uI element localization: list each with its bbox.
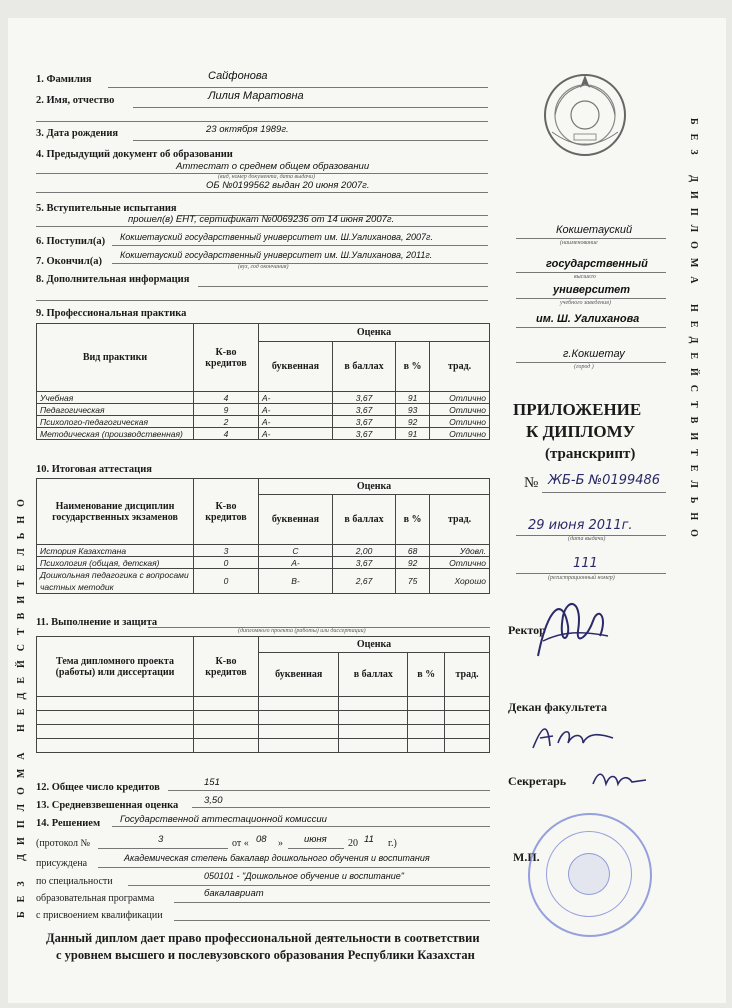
cell: 0: [194, 557, 259, 569]
thesis-table: [36, 636, 490, 753]
university-line-1: Кокшетауский: [556, 224, 633, 236]
awarded-value: Академическая степень бакалавр дошкольного обучения и воспитания: [124, 853, 430, 863]
protocol-mid: »: [278, 838, 283, 849]
cell: 0: [194, 569, 259, 594]
cell: Методическая (производственная): [37, 428, 194, 440]
title-line-1: ПРИЛОЖЕНИЕ: [513, 400, 642, 419]
program-value: бакалавриат: [204, 888, 264, 899]
attestation-col-credits: К-во кредитов: [194, 479, 259, 545]
university-seal-icon: [528, 813, 652, 937]
total-credits-label: 12. Общее число кредитов: [36, 782, 160, 793]
cell: 75: [396, 569, 430, 594]
protocol-number: 3: [158, 834, 164, 845]
practice-table: [36, 323, 490, 440]
city-hint: (город ): [574, 364, 594, 370]
cell: Отлично: [430, 404, 490, 416]
birthdate-label: 3. Дата рождения: [36, 128, 119, 139]
thesis-col-credits: К-во кредитов: [194, 637, 259, 697]
cell: 91: [396, 428, 430, 440]
transcript-sheet: [8, 18, 726, 1003]
cell: Отлично: [430, 428, 490, 440]
cell: Хорошо: [430, 569, 490, 594]
seal-place-label: М.П.: [513, 850, 540, 864]
cell: 4: [194, 428, 259, 440]
table-row: [37, 739, 490, 753]
thesis-col-topic: Тема дипломного проекта (работы) или диссертации: [37, 637, 194, 697]
title-line-3: (транскрипт): [545, 446, 636, 462]
practice-col-points: в баллах: [332, 342, 395, 392]
state-emblem-icon: [540, 70, 630, 160]
practice-col-trad: трад.: [430, 342, 490, 392]
number-label: №: [524, 475, 539, 491]
graduated-hint: (вуз, год окончания): [238, 264, 289, 270]
university-hint-1: (наименование: [560, 240, 598, 246]
thesis-label: 11. Выполнение и защита: [36, 617, 158, 628]
cell: 9: [194, 404, 259, 416]
protocol-from: от «: [232, 838, 249, 849]
total-credits-value: 151: [204, 777, 220, 788]
table-row: [37, 545, 490, 557]
cell: C: [259, 545, 333, 557]
program-label: образовательная программа: [36, 893, 155, 904]
cell: B-: [259, 569, 333, 594]
weighted-grade-label: 13. Средневзвешенная оценка: [36, 800, 179, 811]
graduated-value: Кокшетауский государственный университет им. Ш.Уалиханова, 2011г.: [120, 250, 433, 260]
protocol-year-prefix: 20: [348, 838, 358, 849]
table-row: [37, 725, 490, 739]
cell: 91: [396, 392, 430, 404]
cell: Дошкольная педагогика с вопросами частных методик: [37, 569, 194, 594]
prev-doc-value-1: Аттестат о среднем общем образовании: [176, 161, 370, 172]
university-line-3: университет: [553, 284, 631, 296]
birthdate-value: 23 октября 1989г.: [206, 124, 289, 135]
table-row: [37, 392, 490, 404]
protocol-year-suffix: г.): [388, 838, 397, 849]
cell: A-: [259, 416, 333, 428]
cell: Психология (общая, детская): [37, 557, 194, 569]
footer-line-2: с уровнем высшего и послевузовского образования Республики Казахстан: [56, 948, 475, 962]
decision-label: 14. Решением: [36, 818, 101, 829]
thesis-col-grade: Оценка: [259, 637, 490, 653]
cell: История Казахстана: [37, 545, 194, 557]
attestation-col-trad: трад.: [430, 495, 490, 545]
title-line-2: К ДИПЛОМУ: [526, 422, 636, 441]
prev-doc-hint: (вид, номер документа, дата выдачи): [218, 174, 316, 180]
cell: 3,67: [332, 416, 395, 428]
university-line-2: государственный: [546, 258, 648, 270]
surname-label: 1. Фамилия: [36, 74, 92, 85]
specialty-label: по специальности: [36, 876, 113, 887]
specialty-value: 050101 - "Дошкольное обучение и воспитание": [204, 871, 404, 881]
table-row: [37, 416, 490, 428]
dean-signature-icon: [528, 718, 618, 753]
cell: 93: [396, 404, 430, 416]
practice-col-credits: К-во кредитов: [194, 324, 259, 392]
city-value: г.Кокшетау: [563, 348, 625, 360]
table-row: [37, 569, 490, 594]
attestation-col-points: в баллах: [332, 495, 395, 545]
cell: 92: [396, 416, 430, 428]
attestation-label: 10. Итоговая аттестация: [36, 464, 152, 475]
thesis-col-percent: в %: [408, 653, 445, 697]
side-text-right: БЕЗ ДИПЛОМА НЕДЕЙСТВИТЕЛЬНО: [688, 118, 699, 546]
entrance-label: 5. Вступительные испытания: [36, 203, 177, 214]
cell: 3: [194, 545, 259, 557]
protocol-prefix: (протокол №: [36, 838, 91, 849]
cell: 2,67: [332, 569, 395, 594]
cell: Отлично: [430, 392, 490, 404]
table-row: [37, 557, 490, 569]
cell: 2,00: [332, 545, 395, 557]
university-line-4: им. Ш. Уалиханова: [536, 313, 640, 325]
issue-date-hint: (дата выдачи): [568, 536, 606, 542]
cell: 68: [396, 545, 430, 557]
cell: Отлично: [430, 557, 490, 569]
attestation-col-percent: в %: [396, 495, 430, 545]
cell: Педагогическая: [37, 404, 194, 416]
name-value: Лилия Маратовна: [208, 90, 304, 102]
secretary-signature-icon: [588, 766, 648, 791]
additional-info-label: 8. Дополнительная информация: [36, 274, 190, 285]
prev-doc-label: 4. Предыдущий документ об образовании: [36, 149, 233, 160]
cell: A-: [259, 557, 333, 569]
cell: 4: [194, 392, 259, 404]
cell: Учебная: [37, 392, 194, 404]
enrolled-label: 6. Поступил(а): [36, 236, 106, 247]
cell: 3,67: [332, 557, 395, 569]
university-hint-2: высшего: [574, 274, 596, 280]
cell: 2: [194, 416, 259, 428]
prev-doc-value-2: ОБ №0199562 выдан 20 июня 2007г.: [206, 180, 370, 191]
table-row: [37, 404, 490, 416]
weighted-grade-value: 3,50: [204, 795, 223, 806]
side-text-left: БЕЗ ДИПЛОМА НЕДЕЙСТВИТЕЛЬНО: [16, 490, 27, 918]
cell: A-: [259, 428, 333, 440]
practice-col-type: Вид практики: [37, 324, 194, 392]
table-row: [37, 428, 490, 440]
surname-value: Сайфонова: [208, 70, 268, 82]
rector-signature-icon: [528, 586, 618, 666]
protocol-month: июня: [304, 834, 327, 845]
protocol-day: 08: [256, 834, 267, 845]
cell: Отлично: [430, 416, 490, 428]
attestation-col-name: Наименование дисциплин государственных экзаменов: [37, 479, 194, 545]
protocol-year: 11: [364, 834, 374, 845]
cell: 3,67: [332, 428, 395, 440]
graduated-label: 7. Окончил(а): [36, 256, 102, 267]
university-hint-3: учебного заведения): [560, 300, 611, 306]
thesis-col-trad: трад.: [445, 653, 490, 697]
practice-col-percent: в %: [396, 342, 430, 392]
practice-col-grade: Оценка: [259, 324, 490, 342]
dean-label: Декан факультета: [508, 700, 608, 714]
awarded-label: присуждена: [36, 858, 88, 869]
registration-number-value: 111: [573, 556, 598, 571]
cell: A-: [259, 404, 333, 416]
number-value: ЖБ-Б №0199486: [548, 473, 661, 488]
enrolled-value: Кокшетауский государственный университет им. Ш.Уалиханова, 2007г.: [120, 232, 433, 242]
cell: A-: [259, 392, 333, 404]
entrance-value: прошел(в) ЕНТ, сертификат №0069236 от 14 июня 2007г.: [128, 214, 395, 225]
practice-col-letter: буквенная: [259, 342, 333, 392]
cell: Психолого-педагогическая: [37, 416, 194, 428]
cell: 3,67: [332, 392, 395, 404]
secretary-label: Секретарь: [508, 774, 567, 788]
rector-label: Ректор: [508, 623, 546, 637]
qualification-label: с присвоением квалификации: [36, 910, 163, 921]
attestation-col-grade: Оценка: [259, 479, 490, 495]
thesis-col-points: в баллах: [339, 653, 408, 697]
footer-line-1: Данный диплом дает право профессиональной деятельности в соответствии: [46, 931, 480, 945]
name-label: 2. Имя, отчество: [36, 95, 115, 106]
thesis-col-letter: буквенная: [259, 653, 339, 697]
practice-label: 9. Профессиональная практика: [36, 308, 187, 319]
table-row: [37, 711, 490, 725]
registration-number-hint: (регистрационный номер): [548, 575, 615, 581]
attestation-table: [36, 478, 490, 594]
issue-date-value: 29 июня 2011г.: [528, 518, 633, 533]
decision-value: Государственной аттестационной комиссии: [120, 814, 327, 825]
cell: Удовл.: [430, 545, 490, 557]
cell: 3,67: [332, 404, 395, 416]
attestation-col-letter: буквенная: [259, 495, 333, 545]
cell: 92: [396, 557, 430, 569]
thesis-hint: (дипломного проекта (работы) или диссертации): [238, 628, 366, 634]
table-row: [37, 697, 490, 711]
